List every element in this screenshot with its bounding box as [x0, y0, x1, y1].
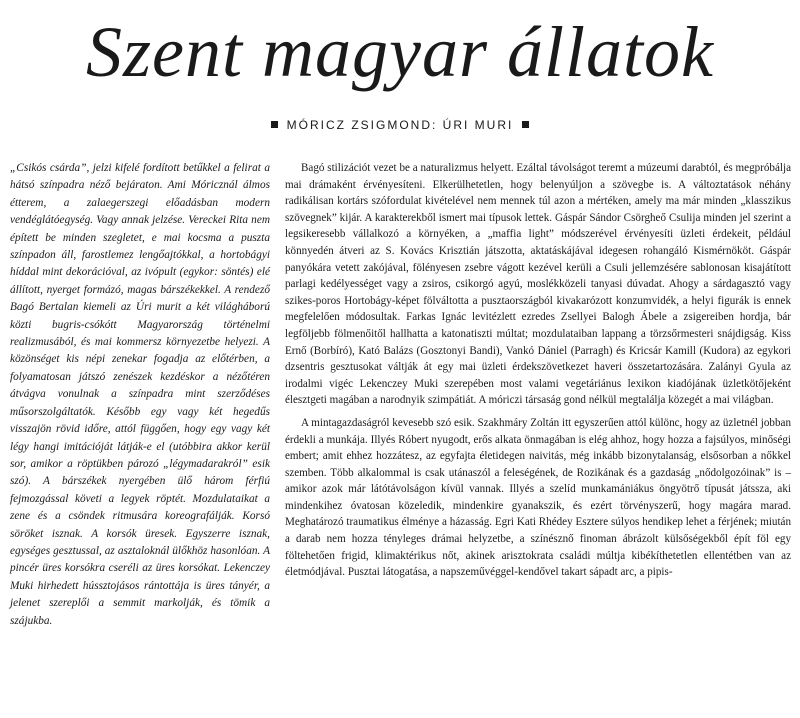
article-title: Szent magyar állatok — [86, 12, 714, 92]
square-bullet-icon — [271, 121, 278, 128]
body-paragraph: A mintagazdaságról kevesebb szó esik. Szakhmáry Zoltán itt egyszerűen attól különc, hogy az üzletnél jobban érdekli a munkája. Illyés Róbert nyugodt, erős alkata önmagában is elég ahhoz, hogy hozza a fajsúlyos, minőségi embert; amit ehhez hozzátesz, az egyfajta életidegen naivitás, még inkább bizonytalanság, elsősorban a nőkkel szemben. Több alkalommal is csak utánaszól a feleségének, de Rozikának és a gazdaság „nődolgozóinak” is – amikor azok már látótávolságon kívül vannak. Illyés a szelíd munkamániákus öngyötrő típusát játssza, aki mindenkihez óvatosan közeledik, mindenkire gyanakszik, és ezért törvényszerű, hogy magára marad. Meghatározó traumatikus élménye a házasság. Egri Kati Rhédey Esztere súlyos hendikep lehet a férjének; miután a darab nem hozza tényleges drámai helyzetbe, a színésznő finoman ábrázolt külsőségekből épít föl egy föltehetően frigid, klimaktérikus nőt, akinek arisztokrata családi múltja kibékíthetetlen ellentétben van az életmódjával. Pusztai látogatása, a napszeművéggel-kendővel takart sápadt arc, a pipis- — [285, 416, 791, 579]
sidebar-paragraph: „Csikós csárda”, jelzi kifelé fordított betűkkel a felirat a hátsó színpadra néző bejáraton. Ami Móricznál álmos étterem, a zalaegerszegi előadásban modern vendéglátóegység. Vagy annak jelzése. Vereckei Rita nem épített be minden szegletet, e mai kocsma a puszta színpadon áll, farostlemez lengőajtókkal, a hortobágyi híddal mint dekorációval, az ivópult (egykor: söntés) elé állított, nyerget formázó, magas bárszékekkel. A rendező Bagó Bertalan kiemeli az Úri murit a két világháború közti bugris-csókótt Magyarország történelmi realizmusából, és mai kommersz környezetbe helyezi. A közönséget kis népi zenekar fogadja az előtérben, a folyamatosan játszó zenészek kezdéskor a nézőtéren átvágva vonulnak a színpadra mint szerződéses műsorszolgáltatók. Később egy vagy két hegedűs visszajön rövid időre, attól függően, hogy egy vagy két légy hangi imitációját látják-e el (utóbbira akkor kerül sor, amikor a röptükben pározó „légymadarakról” esik szó). A bárszékek nyergében ülő három férfiú fejmozgással követi a legyek röptét. Mozdulataikat a zene és a csöndek ritmusára koreografálják. Korsó söröket isznak. A korsók üresek. Egyszerre isznak, egységes gesztussal, az asztaloknál ülőkhöz hasonlóan. A pincér üres korsókra cseréli az üres korsókat. Lekenczey Muki hirhedett hússztojásos rántottája is üres tányér, a jelenet szereplői a semmit markolják, és tömik a szájukba. — [10, 162, 270, 627]
body-paragraph: Bagó stilizációt vezet be a naturalizmus helyett. Ezáltal távolságot teremt a múzeumi darabtól, és megpróbálja mai drámaként érvényesíteni. Elkerülhetetlen, hogy belenyúljon a szövegbe is. A változtatások néhány radikálisan kortárs szófordulat kivételével nem mennek túl azon a mértéken, amely ma már minden „klasszikus szövegnek” kijár. A karakterekből ismert mai típusok lettek. Gáspár Sándor Csörgheő Csulija minden jel szerint a legsikeresebb vállalkozó a környéken, a „maffia light” módszerével érvényesíti üzleti érdekeit, például könnyedén átveri az S. Kovács Krisztián játszotta, aktatáskájával idegesen rohangáló Kismérnököt. Gáspár panyókára vetett zakójával, fölényesen zsebre vágott kezével kerüli a Csuli jellemzésére sablonosan kisajátított parlagi kedélyességet vagy a zsiros, csikorgó agyú, moslékközeli tanyasi dúvadat. Ahogy a sárdagasztó vagy szikes-poros Hortobágy-képet fölváltotta a pusztaországból kivakarózott konzumvidék, a helyi figurák is ennek megfelelően módosultak. Farkas Ignác levitézlett ezredes Zsellyei Balogh Ábele a zsigereiben hordja, bár legföljebb fölmenőitől hallhatta a katonatiszti múltat; mozdulataiban lappang a törzsőrmesteri snájdigság. Kiss Ernő (Borbíró), Kató Balázs (Gosztonyi Bandi), Vankó Dániel (Parragh) és Kricsár Kamill (Kudora) az egykori dzsentris gesztusokat váltják át egy mai üzleti érdekszövetkezet haveri összetartozására. Zalányi Gyula az irodalmi vigéc Lekenczey Muki szerepében most valami vegetáriánus lexikon kiadójának üzletkötőjeként élesztgeti magában a narodnyik szimpátiát. A móriczi társaság gond nélkül megtalálja közegét a mai világban. — [285, 162, 791, 407]
byline-text: MÓRICZ ZSIGMOND: ÚRI MURI — [286, 118, 514, 132]
sidebar-column — [10, 160, 270, 630]
square-bullet-icon — [522, 121, 529, 128]
byline — [0, 118, 800, 132]
main-column — [285, 160, 791, 581]
